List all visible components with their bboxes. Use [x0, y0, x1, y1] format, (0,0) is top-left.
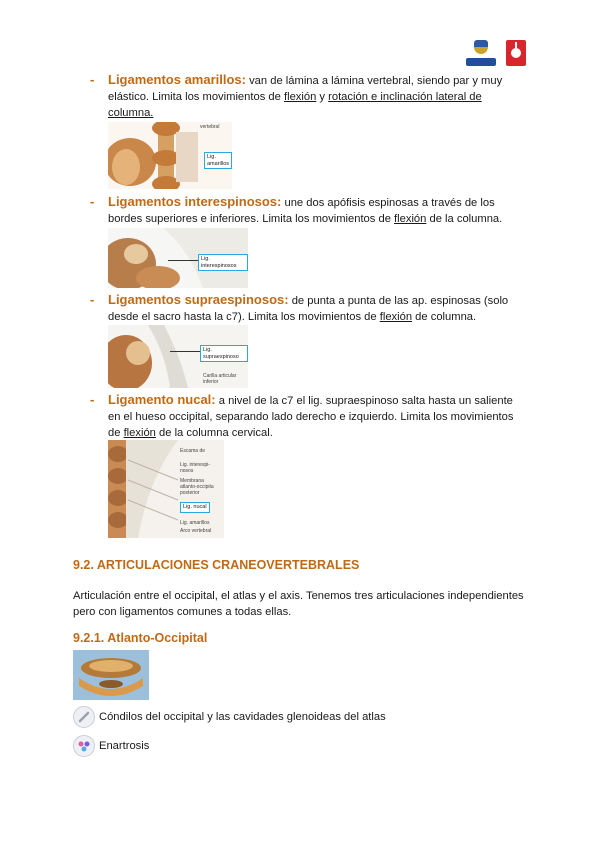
- term: Ligamentos amarillos:: [108, 72, 246, 87]
- figure-ligamento-nucal: Escama de Lig. interespi- nosos Membrana atlanto-occipita posterior Lig. nucal Lig. amarillos Arco vertebral: [108, 440, 224, 538]
- faculty-logo: [506, 40, 526, 66]
- figure-label: Lig. interespinosos: [198, 254, 248, 271]
- list-item-ligamentos-amarillos: - Ligamentos amarillos: van de lámina a lámina vertebral, siendo par y muy elástico. Limita los movimientos de flexión y rotación e inclinación lateral de columna.: [90, 72, 503, 119]
- list-item-ligamentos-supraespinosos: - Ligamentos supraespinosos: de punta a punta de las ap. espinosas (solo desde el sacro hasta la c7). Limita los movimientos de flexión de columna.: [90, 292, 509, 323]
- section-heading: 9.2. ARTICULACIONES CRANEOVERTEBRALES: [73, 558, 360, 572]
- figure-ligamentos-supraespinosos: Lig. supraespinoso Carilla articular inferior: [108, 325, 248, 388]
- bone-icon: [73, 706, 95, 728]
- bullet-condilos: Cóndilos del occipital y las cavidades glenoideas del atlas: [73, 706, 386, 728]
- figure-ligamentos-amarillos: vertebral Lig. amarillos: [108, 122, 232, 189]
- bullet-enartrosis: Enartrosis: [73, 735, 149, 757]
- figure-label: Lig. amarillos: [204, 152, 232, 169]
- figure-ligamentos-interespinosos: [108, 228, 248, 288]
- term: Ligamento nucal:: [108, 392, 216, 407]
- subsection-heading: 9.2.1. Atlanto-Occipital: [73, 631, 208, 645]
- header-logos: [466, 40, 526, 66]
- figure-label: Lig. supraespinoso: [200, 345, 248, 362]
- term: Ligamentos supraespinosos:: [108, 292, 289, 307]
- term: Ligamentos interespinosos:: [108, 194, 282, 209]
- section-paragraph: Articulación entre el occipital, el atlas y el axis. Tenemos tres articulaciones independientes pero con ligamentos comunes a todas ellas.: [73, 590, 524, 618]
- list-item-ligamento-nucal: - Ligamento nucal: a nivel de la c7 el lig. supraespinoso salta hasta un saliente en el hueso occipital, separando lado derecho e izquierdo. Limita los movimientos de flexión de la columna cervical.: [90, 392, 514, 439]
- list-item-ligamentos-interespinosos: - Ligamentos interespinosos: une dos apófisis espinosas a través de los bordes superiores e inferiores. Limita los movimientos de flexión de la columna.: [90, 194, 503, 225]
- figure-atlas-occipital: [73, 650, 149, 700]
- university-logo: [466, 40, 496, 66]
- joint-icon: [73, 735, 95, 757]
- figure-label: Lig. nucal: [180, 502, 210, 513]
